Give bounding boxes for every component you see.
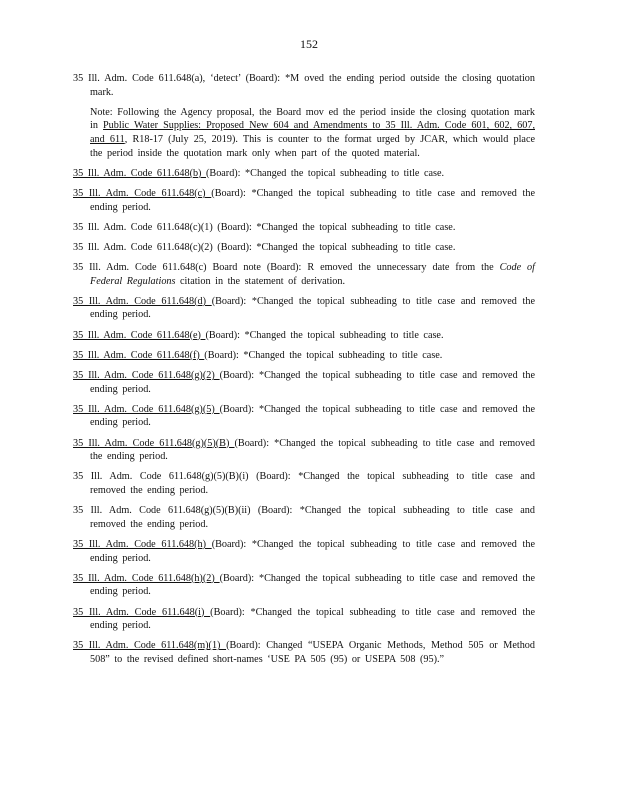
underlined-text: 35 Ill. Adm. Code 611.648(i) xyxy=(73,606,211,618)
change-entry xyxy=(73,504,535,531)
change-entry xyxy=(73,470,535,497)
underlined-text: 35 Ill. Adm. Code 611.648(g)(5) xyxy=(73,403,220,415)
entry-text: (Board): *Changed the topical subheading to title case and removed the ending period. xyxy=(90,606,535,632)
underlined-text: 35 Ill. Adm. Code 611.648(m)(1) xyxy=(73,640,227,652)
change-entry xyxy=(73,167,535,181)
change-entry xyxy=(73,606,535,633)
change-entry xyxy=(73,221,535,235)
entry-text: (Board): *Changed the topical subheading to title case. xyxy=(205,329,444,341)
note-paragraph xyxy=(90,106,535,160)
entry-text: (Board): *Changed the topical subheading to title case and removed the ending period. xyxy=(90,437,535,463)
entry-text: (Board): *Changed the topical subheading to title case and removed the ending period. xyxy=(90,295,536,321)
change-entry xyxy=(73,639,535,666)
underlined-text: 35 Ill. Adm. Code 611.648(g)(2) xyxy=(73,370,220,382)
underlined-text: 35 Ill. Adm. Code 611.648(h)(2) xyxy=(73,572,220,584)
entry-text: 35 Ill. Adm. Code 611.648(c)(1) (Board): *Changed the topical subheading to title case. xyxy=(73,221,456,233)
change-entry xyxy=(73,572,535,599)
document-body xyxy=(73,72,535,673)
change-entry xyxy=(73,295,535,322)
page-number: 152 xyxy=(300,37,318,51)
underlined-text: 35 Ill. Adm. Code 611.648(f) xyxy=(73,349,205,361)
change-entry xyxy=(73,329,535,343)
entry-text: (Board): *Changed the topical subheading to title case and removed the ending period. xyxy=(90,370,536,395)
entry-text: 35 Ill. Adm. Code 611.648(c) Board note (Board): R emoved the unnecessary date from the xyxy=(73,262,500,274)
entry-text: 35 Ill. Adm. Code 611.648(g)(5)(B)(ii) (Board): *Changed the topical subheading to title case and removed the ending period. xyxy=(73,505,535,530)
entry-text: (Board): *Changed the topical subheading to title case. xyxy=(204,349,443,361)
change-entry xyxy=(73,437,535,464)
entry-text: (Board): Changed “USEPA Organic Methods, Method 505 or Method 508” to the revised defined short-names ‘USE PA 505 (95) or USEPA 508 (95).” xyxy=(90,640,535,665)
change-entry xyxy=(73,261,535,288)
entry-text: 35 Ill. Adm. Code 611.648(g)(5)(B)(i) (Board): *Changed the topical subheading to title case and removed the ending period. xyxy=(73,471,535,496)
underlined-text: 35 Ill. Adm. Code 611.648(c) xyxy=(73,187,212,199)
entry-text: (Board): *Changed the topical subheading to title case and removed the ending period. xyxy=(90,187,535,213)
entry-text: citation in the statement of derivation. xyxy=(175,275,346,287)
underlined-text: Public Water Supplies: Proposed New 604 and Amendments to 35 Ill. Adm. Code 601, 602, 607, and 611 xyxy=(90,120,535,145)
underlined-text: 35 Ill. Adm. Code 611.648(g)(5)(B) xyxy=(73,437,235,449)
change-entry xyxy=(73,403,535,430)
entry-text: 35 Ill. Adm. Code 611.648(a), ‘detect’ (Board): *M oved the ending period outside the closing quotation mark. xyxy=(73,73,535,98)
underlined-text: 35 Ill. Adm. Code 611.648(b) xyxy=(73,167,206,179)
change-entry xyxy=(73,538,535,565)
change-entry xyxy=(73,241,535,255)
entry-text: (Board): *Changed the topical subheading to title case and removed the ending period. xyxy=(90,403,536,429)
underlined-text: 35 Ill. Adm. Code 611.648(h) xyxy=(73,538,212,550)
entry-text: , R18-17 (July 25, 2019). This is counter to the format urged by JCAR, which would place the period inside the quotation mark only when part of the quoted material. xyxy=(90,133,535,159)
change-entry xyxy=(73,187,535,214)
entry-text: (Board): *Changed the topical subheading to title case and removed the ending period. xyxy=(90,538,536,564)
underlined-text: 35 Ill. Adm. Code 611.648(e) xyxy=(73,329,206,341)
change-entry xyxy=(73,369,535,396)
change-entry xyxy=(73,72,535,99)
change-entry xyxy=(73,349,535,363)
italic-text: Code of Federal Regulations xyxy=(90,262,535,287)
entry-text: (Board): *Changed the topical subheading to title case and removed the ending period. xyxy=(90,572,536,598)
underlined-text: 35 Ill. Adm. Code 611.648(d) xyxy=(73,295,212,307)
entry-text: 35 Ill. Adm. Code 611.648(c)(2) (Board): *Changed the topical subheading to title case. xyxy=(73,241,456,253)
entry-text: (Board): *Changed the topical subheading to title case. xyxy=(206,167,445,179)
entry-text: Note: Following the Agency proposal, the Board mov ed the period inside the closing quotation mark in xyxy=(90,106,535,132)
